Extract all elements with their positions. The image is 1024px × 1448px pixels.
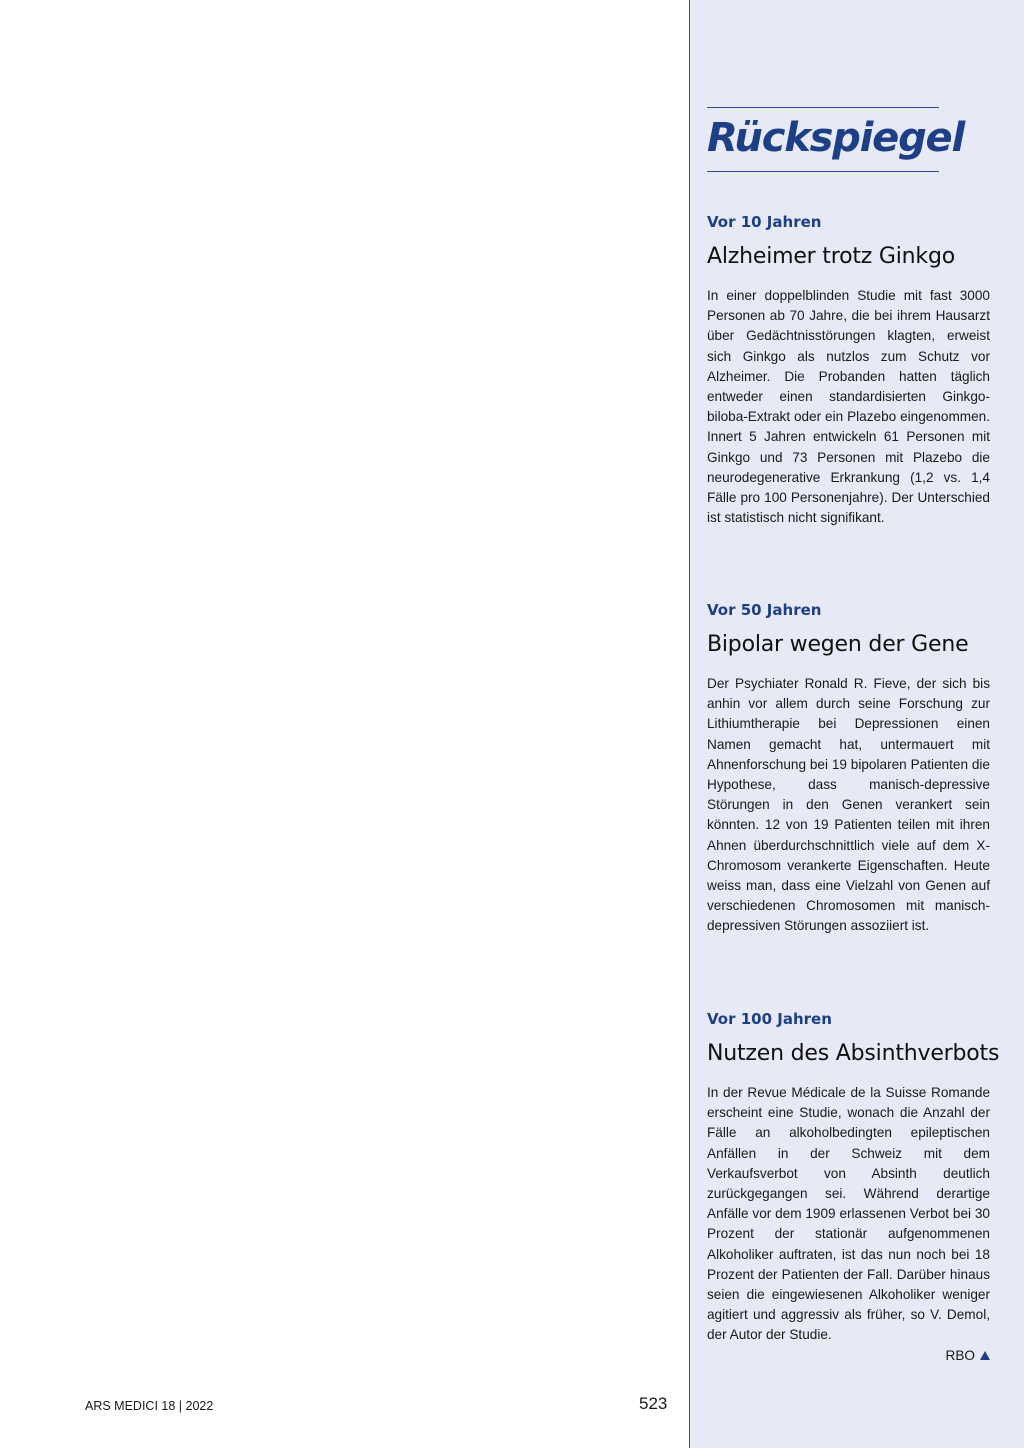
section-kicker: Vor 10 Jahren — [707, 213, 822, 231]
triangle-up-icon — [980, 1351, 990, 1360]
section-100-years — [707, 1009, 1000, 1366]
signature-initials: RBO — [945, 1347, 975, 1363]
section-body: In der Revue Médicale de la Suisse Romande erscheint eine Studie, wonach die Anzahl der Fälle an alkoholbedingten epileptischen Anfällen in der Schweiz mit dem Verkaufsverbot von Absinth deutlich zurückgegangen sei. Während derartige Anfälle vor dem 1909 erlassenen Verbot bei 30 Prozent der stationär aufgenommenen Alkoholiker auftraten, ist das nun noch bei 18 Prozent der Patienten der Fall. Darüber hinaus seien die eingewiesenen Alkoholiker weniger agitiert und aggressiv als früher, so V. Demol, der Autor der Studie. — [707, 1085, 990, 1343]
title-rule-top — [707, 107, 939, 108]
section-body: Der Psychiater Ronald R. Fieve, der sich bis anhin vor allem durch seine Forschung zur Lithiumtherapie bei Depressionen einen Namen gemacht hat, untermauert mit Ahnenforschung bei 19 bipolaren Patienten die Hypothese, dass manisch-depressive Störungen in den Genen verankert sein könnten. 12 von 19 Patienten teilen mit ihren Ahnen überdurchschnittlich viele auf dem X-Chromosom verankerte Eigenschaften. Heute weiss man, dass eine Vielzahl von Genen auf verschiedenen Chromosomen mit manisch-depressiven Störungen assoziiert ist. — [707, 676, 990, 934]
section-kicker: Vor 100 Jahren — [707, 1010, 832, 1028]
section-headline: Bipolar wegen der Gene — [707, 632, 969, 657]
title-rule-bottom — [707, 171, 939, 172]
footer-publication: ARS MEDICI 18 | 2022 — [85, 1399, 214, 1413]
column-title: Rückspiegel — [707, 115, 964, 161]
author-signature — [707, 1346, 990, 1366]
section-headline: Alzheimer trotz Ginkgo — [707, 244, 955, 269]
section-50-years — [707, 600, 990, 937]
section-body: In einer doppelblinden Studie mit fast 3000 Personen ab 70 Jahre, die bei ihrem Hausarzt über Gedächtnisstörungen klagten, erweist sich Ginkgo als nutzlos zum Schutz vor Alzheimer. Die Probanden hatten täglich entweder einen standardisierten Ginkgo-biloba-Extrakt oder ein Plazebo eingenommen. Innert 5 Jahren entwickeln 61 Personen mit Ginkgo und 73 Personen mit Plazebo die neurodegenerative Erkrankung (1,2 vs. 1,4 Fälle pro 100 Personenjahre). Der Unterschied ist statistisch nicht signifikant. — [707, 288, 990, 526]
section-headline: Nutzen des Absinthverbots — [707, 1041, 1000, 1066]
page-number: 523 — [639, 1394, 668, 1413]
section-kicker: Vor 50 Jahren — [707, 601, 822, 619]
section-10-years — [707, 212, 990, 528]
